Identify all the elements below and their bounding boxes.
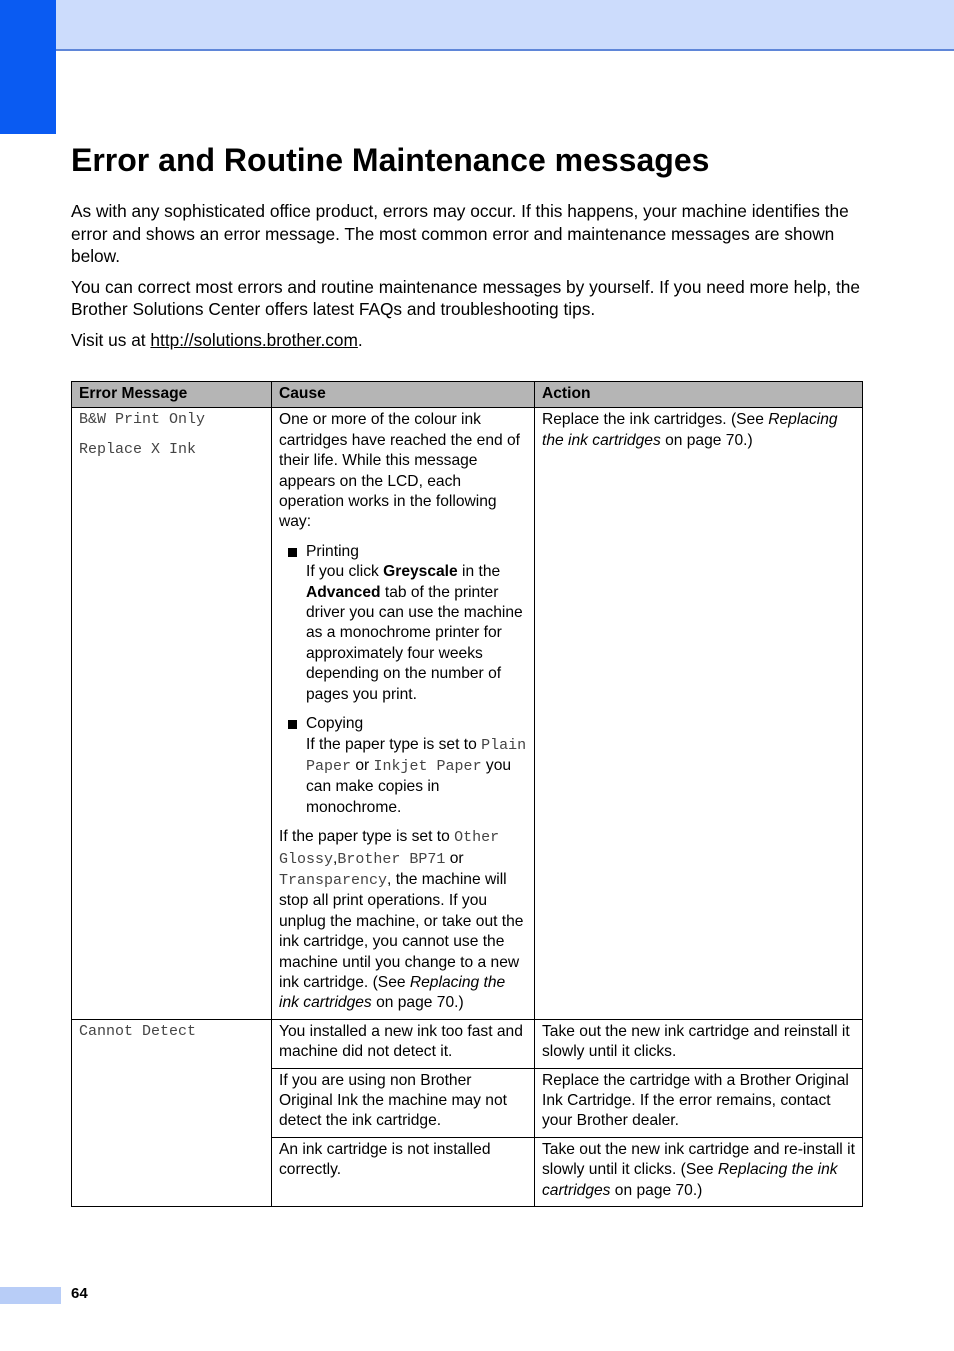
text: , the machine will stop all print operations. If you unplug the machine, or take out the ink cartridge, you cannot use the machine until you change to a new ink cartridge. (See — [279, 870, 524, 991]
page-number-strip — [0, 1287, 61, 1304]
action-cell — [535, 408, 863, 1019]
table-row — [72, 1019, 863, 1068]
lcd-message: Replace X Ink — [79, 441, 197, 459]
square-bullet-icon — [288, 720, 297, 729]
cause-cell: If you are using non Brother Original Ink the machine may not detect the ink cartridge. — [272, 1068, 535, 1137]
intro-paragraph-3 — [71, 329, 871, 352]
text: If you click — [306, 563, 384, 581]
chapter-tab — [0, 0, 56, 134]
bullet-title: Copying — [306, 715, 364, 733]
error-message-table — [71, 381, 863, 1207]
cross-reference: Replacing the ink cartridges — [542, 1161, 838, 1199]
cross-reference: Replacing the ink cartridges — [542, 411, 838, 449]
cause-cell: An ink cartridge is not installed correctly. — [272, 1137, 535, 1206]
cause-intro: One or more of the colour ink cartridges have reached the end of their life. While this message appears on the LCD, each operation works in the following way: — [279, 411, 520, 531]
action-cell — [535, 1137, 863, 1206]
page-title: Error and Routine Maintenance messages — [71, 142, 710, 178]
cause-cell: You installed a new ink too fast and machine did not detect it. — [272, 1019, 535, 1068]
lcd-message: Cannot Detect — [79, 1022, 197, 1040]
intro-paragraph-2: You can correct most errors and routine maintenance messages by yourself. If you need more help, the Brother Solutions Center offers latest FAQs and troubleshooting tips. — [71, 276, 860, 319]
visit-suffix: . — [357, 329, 363, 350]
text: Replace the ink cartridges. (See — [542, 411, 769, 429]
cross-reference: Replacing the ink cartridges — [279, 973, 506, 1012]
action-cell: Replace the cartridge with a Brother Original Ink Cartridge. If the error remains, contact your Brother dealer. — [535, 1068, 863, 1137]
text: Take out the new ink cartridge and re-install it slowly until it clicks. (See — [542, 1140, 855, 1179]
text: you can make copies in monochrome. — [306, 756, 512, 816]
intro-paragraph-1: As with any sophisticated office product, errors may occur. If this happens, your machine identifies the error and shows an error message. The most common error and maintenance messages are shown below. — [71, 201, 849, 266]
text: on page 70.) — [660, 431, 753, 449]
header-action: Action — [535, 382, 863, 408]
paper-type-transparency: Transparency — [279, 871, 388, 889]
action-cell: Take out the new ink cartridge and reinstall it slowly until it clicks. — [535, 1019, 863, 1068]
advanced-tab-label: Advanced — [306, 583, 381, 601]
paper-type-bp71: Brother BP71 — [337, 850, 446, 868]
paper-type-other-glossy: Other Glossy — [279, 829, 500, 868]
error-message-cell — [72, 1019, 272, 1206]
text: or — [445, 849, 464, 867]
intro-section — [71, 200, 871, 359]
page-number: 64 — [71, 1285, 88, 1302]
header-error-message: Error Message — [72, 382, 272, 408]
table-row — [72, 408, 863, 1019]
lcd-message: B&W Print Only — [79, 411, 206, 429]
cause-cell — [272, 408, 535, 1019]
error-message-cell — [72, 408, 272, 1019]
bullet-title: Printing — [306, 542, 359, 560]
visit-text: Visit us at — [71, 329, 151, 350]
stop-paragraph — [279, 827, 527, 1014]
text: on page 70.) — [610, 1181, 703, 1199]
table-header-row — [72, 382, 863, 408]
text: in the — [457, 563, 501, 581]
paper-type-inkjet: Inkjet Paper — [373, 757, 482, 775]
header-band — [0, 0, 954, 51]
bullet-text — [306, 562, 527, 705]
text: on page 70.) — [371, 994, 464, 1012]
paper-type-plain: Plain Paper — [306, 736, 527, 775]
text: If the paper type is set to — [306, 735, 482, 753]
header-cause: Cause — [272, 382, 535, 408]
greyscale-label: Greyscale — [383, 563, 458, 581]
text: If the paper type is set to — [279, 828, 455, 846]
bullet-text — [306, 735, 527, 819]
square-bullet-icon — [288, 548, 297, 557]
text: tab of the printer driver you can use the machine as a monochrome printer for approximately four weeks depending on the number of pages you print. — [306, 583, 523, 703]
solutions-center-link[interactable]: http://solutions.brother.com — [150, 329, 358, 350]
printing-bullet — [279, 542, 527, 705]
text: or — [351, 756, 374, 774]
copying-bullet — [279, 714, 527, 818]
text: , — [333, 849, 338, 867]
